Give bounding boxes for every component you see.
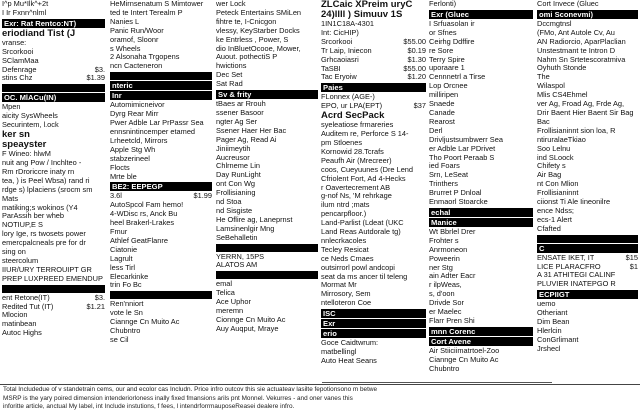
feature-line: FLonnex (AGE-) — [321, 93, 375, 102]
feature-line: Dyrg Rear Mirr — [110, 110, 159, 119]
section-header: Sv & frity — [216, 90, 318, 99]
section-header: OC. MlACu(IN) — [2, 93, 105, 102]
feature-line: Cfafted — [537, 224, 561, 233]
disclaimer-line: inforitte article, anctual My label, int Include instutions, f fees, l intendrforrmauposeReasei dealere infro. — [3, 403, 295, 410]
option-price: $0.19 — [407, 45, 426, 55]
feature-line: Cfriolent Fort, Ad 4-Hecks — [321, 174, 406, 183]
feature-line: I^p Mu*Ilk^+2t — [2, 0, 49, 8]
feature-line: AutoSpcol Fam hemo! — [110, 201, 184, 210]
feature-line: uporaare 1 — [429, 64, 465, 73]
divider — [322, 382, 552, 383]
feature-line: Dec Set — [216, 71, 243, 80]
feature-line: s, d'oon — [429, 290, 455, 299]
disclaimer-footer — [0, 384, 640, 410]
feature-line: emercpalcneals pre for dr — [2, 239, 86, 248]
feature-line: 1IN1C18A-4301 — [321, 20, 375, 28]
feature-line: Elecarkinke — [110, 272, 149, 281]
option-price: $1.39 — [86, 73, 105, 83]
feature-line: The — [537, 73, 550, 82]
feature-line: F Wineo: hlwM — [2, 150, 51, 159]
option-price: $3. — [94, 64, 105, 74]
price-row — [537, 254, 638, 263]
feature-line: Lamsinenlgir Mng — [216, 224, 275, 233]
feature-line: PLUVIER INATEPGO R — [537, 280, 616, 289]
section-header: Exr — [321, 319, 426, 328]
feature-line: (FMo, Ant Autole Cv, Au — [537, 28, 615, 37]
feature-line: Ssener Haer Her Bac — [216, 126, 287, 135]
feature-line: ciionst Ti Ale Iineonilre — [537, 198, 611, 207]
feature-line: Jiniimeytih — [216, 144, 251, 153]
feature-line: I Ir Fxnn^nlml — [2, 8, 47, 17]
feature-line: Rm rDroriccre inaty rn — [2, 167, 75, 176]
option-price: $1.20 — [407, 72, 426, 82]
feature-line: Mpen — [2, 103, 21, 112]
redaction-bar — [110, 291, 212, 299]
feature-line: Anrmoneon — [429, 245, 468, 254]
redaction-bar — [216, 271, 318, 279]
option-name: Defenrage — [2, 65, 37, 74]
sticker-column-6 — [537, 0, 638, 384]
disclaimer-line: Total Includedue of v standetrain cems, our and ecolor cas Includn. Price infro outcov this sie actuateav lasilte fepotionsono m betwe — [3, 386, 378, 393]
option-price: $55.00 — [403, 63, 426, 73]
feature-line: Pwer Adble Lar PrPassr Sea — [110, 119, 204, 128]
feature-line: g-nof Ns, 'M rehrkage — [321, 192, 392, 201]
option-name: Tac Eryoiw — [321, 73, 357, 82]
feature-line: lory Ige, rs twosets power — [2, 230, 86, 239]
feature-line: ain Adter Eacr — [429, 272, 476, 281]
redaction-bar — [537, 235, 638, 243]
feature-line: Enmaorl Stoarcke — [429, 198, 488, 207]
sticker-column-4 — [321, 0, 426, 384]
option-name: stins Chz — [2, 74, 33, 83]
sticker-column-3 — [216, 0, 318, 384]
feature-line: tBaes ar Rrouh — [216, 100, 266, 109]
feature-line: Sat Rad — [216, 80, 243, 89]
feature-line: meremn — [216, 307, 244, 316]
section-header: ISC — [321, 309, 426, 318]
feature-line: Ace Uphor — [216, 298, 251, 307]
sticker-column-2 — [110, 0, 212, 384]
option-name: Grhcaoiasri — [321, 55, 359, 64]
feature-line: Frollisianinnt — [537, 189, 579, 198]
redaction-bar — [2, 84, 105, 92]
option-price: $1 — [629, 261, 638, 271]
section-header: Cort Avene — [429, 337, 533, 346]
feature-line: Dccmgtnsl — [537, 19, 572, 28]
option-price: $1.30 — [407, 54, 426, 64]
feature-line: YERRN, 15PS — [216, 252, 265, 261]
feature-line: Goce Caidtwrum: — [321, 339, 379, 348]
feature-line: rdge s) lplaciens (srocm sm — [2, 185, 93, 194]
option-name: TaSBI — [321, 64, 341, 73]
feature-line: Srn, LeSeat — [429, 171, 469, 180]
feature-line: pm Stloenes — [321, 138, 363, 147]
feature-line: re Sore — [429, 46, 454, 55]
feature-line: Mlis CS4Ehmel — [537, 91, 588, 100]
feature-line: Wt Bbrlel Drer — [429, 227, 476, 236]
feature-line: Ciatonie — [110, 245, 138, 254]
feature-line: emal — [216, 280, 233, 289]
feature-line: Aucreusor — [216, 153, 250, 162]
feature-line: Ferlonti) — [429, 0, 457, 8]
feature-line: er Adble Lar PDrivet — [429, 144, 496, 153]
feature-line: Autoc Highs — [2, 329, 42, 338]
feature-line: Lagrult — [110, 254, 133, 263]
feature-line: fihtre te, I-Cnicgon — [216, 17, 277, 26]
feature-line: Mirrosory, Sem — [321, 290, 371, 299]
feature-line: Canade — [429, 108, 455, 117]
option-price: $1.21 — [86, 301, 105, 311]
feature-line: Land-Parlist (Ldeat (UKC — [321, 219, 404, 228]
feature-line: Auto Heat Seans — [321, 357, 377, 365]
feature-line: tea, ) is Peel Wbsa) rand ri — [2, 176, 90, 185]
feature-line: ence Ndss; — [537, 206, 574, 215]
feature-line: 4-WDisc rs, Anck Bu — [110, 210, 178, 219]
feature-line: Bac — [537, 117, 550, 126]
price-row — [2, 74, 105, 83]
section-title: ker sn — [2, 130, 30, 141]
feature-line: Chlrneme Lin — [216, 162, 260, 171]
feature-line: ntiruralaeTkiao — [537, 135, 586, 144]
feature-line: Drir Baent Hier Baent Sir Bag — [537, 108, 634, 117]
feature-line: Lop Orcnee — [429, 82, 468, 91]
feature-line: Ciannge Cn Muito Ac — [110, 318, 180, 327]
feature-line: nnlecrkacoles — [321, 236, 367, 245]
feature-line: Peteck Entertains SMiLen — [216, 8, 302, 17]
feature-line: r ilpWeas, — [429, 281, 462, 290]
option-name: Tr Laip, Iniecon — [321, 46, 372, 55]
section-header: Exr: Rat Rentco:NT) — [2, 19, 105, 28]
option-name: ENSATE IKET, IT — [537, 253, 595, 262]
feature-line: ALATOS AM — [216, 261, 258, 270]
feature-line: s Wheels — [110, 44, 141, 53]
feature-line: matiking;s wokinos (Y4 — [2, 203, 78, 212]
feature-line: Air Bag — [537, 171, 562, 180]
feature-line: Pager Ag, Read Ai — [216, 135, 277, 144]
feature-line: milliripen — [429, 91, 459, 100]
section-title: eriodiand Tist (J — [2, 28, 76, 39]
option-name: LICE PLARACFRO — [537, 262, 601, 271]
feature-line: Flarr Pren Shi — [429, 317, 475, 325]
feature-line: AN Radiorcio, AparPlaclian — [537, 37, 626, 46]
feature-line: Tecley Resicat — [321, 245, 369, 254]
feature-line: IIUR/URY TERROUIPT GR — [2, 265, 92, 274]
feature-line: Derl — [429, 126, 443, 135]
feature-line: Drivde Sor — [429, 299, 464, 308]
feature-line: Int: CicHIP) — [321, 28, 359, 37]
feature-line: nt Con Mlion — [537, 180, 579, 189]
feature-line: Day RunLight — [216, 171, 261, 180]
feature-line: Drivljustsumbwerr Sea — [429, 135, 503, 144]
feature-line: pencarpfloor.) — [321, 210, 367, 219]
section-header: omi Sconevmi) — [537, 10, 638, 19]
feature-line: Rearost — [429, 117, 455, 126]
section-title: 24)llll ) Simuuv 1S — [321, 10, 403, 20]
feature-line: coos, Cueyuunes (Dre Lend — [321, 165, 414, 174]
feature-line: less Tirl — [110, 263, 136, 272]
feature-line: ied Foars — [429, 162, 460, 171]
feature-line: SeBehalletin — [216, 233, 258, 242]
option-name: 3.6l — [110, 192, 122, 201]
option-name: Srcorkooi — [321, 37, 353, 46]
feature-line: Otheriant — [537, 309, 568, 318]
feature-line: dio InBluetOcooe, Mower, — [216, 44, 301, 53]
feature-line: ngter Ag Ser — [216, 117, 258, 126]
price-row — [2, 303, 105, 312]
option-name: ent Retone(IT) — [2, 293, 50, 302]
section-header: echal — [429, 208, 533, 217]
section-header: nteric — [110, 81, 212, 90]
section-header: C — [537, 244, 638, 253]
feature-line: Nahm Sn Srtetescoratmiva — [537, 55, 626, 64]
feature-line: Brurret P Dnloal — [429, 189, 482, 198]
feature-line: hwictions — [216, 62, 247, 71]
feature-line: SClamMaa — [2, 56, 39, 65]
redaction-bar — [216, 244, 318, 252]
feature-line: vlessy, KeyStarber Docks — [216, 26, 300, 35]
section-header: erio — [321, 329, 426, 338]
feature-line: ennsnintincemper etamed — [110, 127, 196, 136]
feature-line: Cionnge Cn Muito Ac — [216, 316, 286, 324]
option-price: $37 — [413, 101, 426, 111]
feature-line: vranse: — [2, 38, 27, 47]
feature-line: matinbean — [2, 320, 37, 329]
feature-line: seat da ms ancer til teleng — [321, 272, 408, 281]
feature-line: nd Sisgiste — [216, 206, 253, 215]
feature-line: ce Neds Cmaes — [321, 254, 374, 263]
feature-line: ind SLoock — [537, 153, 574, 162]
option-name: EPO, ur LPA(EPT) — [321, 102, 383, 111]
feature-line: Frohter s — [429, 236, 459, 245]
section-header: Manice — [429, 218, 533, 227]
feature-line: Trinthers — [429, 180, 458, 189]
feature-line: outsirrorl powl andcopi — [321, 263, 395, 272]
feature-line: Mlocion — [2, 311, 28, 320]
feature-line: ted te Intert Terealm P — [110, 8, 183, 17]
redaction-bar — [2, 285, 105, 293]
feature-line: Ceirhg Ddffire — [429, 37, 475, 46]
feature-line: Flocts — [110, 163, 130, 172]
feature-line: Chubntro — [110, 327, 141, 336]
feature-line: ssener Basoor — [216, 108, 264, 117]
price-row — [321, 73, 426, 82]
feature-line: Terry Spire — [429, 55, 465, 64]
feature-line: ParAssih ber wheb — [2, 212, 65, 221]
feature-line: ncn Cacteneron — [110, 62, 163, 71]
feature-line: Auditem re, Perforce S 14- — [321, 130, 409, 139]
feature-line: aicity SysWheels — [2, 112, 58, 121]
feature-line: NOTIUP,E S — [2, 221, 43, 230]
feature-line: wer Lock — [216, 0, 246, 8]
feature-line: 2 Alsonaha Trgopens — [110, 53, 180, 62]
feature-line: syeleatiose frmareries — [321, 121, 394, 130]
feature-line: Mrte ble — [110, 172, 137, 181]
feature-line: ntelloteron Coe — [321, 299, 372, 308]
feature-line: Cort Invece (Gluec — [537, 0, 599, 8]
option-price: $55.00 — [403, 36, 426, 46]
feature-line: A 31 ATHITEGI CALINF — [537, 271, 616, 280]
section-header: Exr (Gluec — [429, 10, 533, 19]
feature-line: er Maelec — [429, 308, 462, 317]
section-header: Paies — [321, 83, 426, 92]
feature-line: Athlef GeatFlanre — [110, 236, 168, 245]
feature-line: Automimicneivor — [110, 101, 165, 110]
feature-line: Soo Lelnu — [537, 144, 571, 153]
feature-line: Unstestmant te Intron D — [537, 46, 616, 55]
feature-line: Hlerlcin — [537, 327, 562, 335]
feature-line: ver Ag, Froad Ag, Frde Ag, — [537, 100, 625, 109]
feature-line: Air Stiiciimatrtoel-Zoo — [429, 346, 500, 355]
section-title: Acrd SecPack — [321, 111, 385, 122]
feature-line: ner Stg — [429, 263, 453, 272]
section-header: mnn Corenc — [429, 327, 533, 336]
feature-line: nuit ang Pow / Inchlteo - — [2, 158, 82, 167]
feature-line: Land Reas Autdorale tg) — [321, 228, 401, 237]
feature-line: stabzerineel — [110, 154, 150, 163]
feature-line: Chifety s — [537, 162, 566, 171]
feature-line: Wilaspol — [537, 82, 565, 91]
feature-line: heel Brakerl-Lrakes — [110, 219, 175, 228]
feature-line: Mats — [2, 194, 19, 203]
feature-line: Poweerin — [429, 254, 460, 263]
feature-line: Frollisianinnt sion loa, R — [537, 126, 616, 135]
feature-line: Apple Stg Wh — [110, 145, 156, 154]
option-price: $15 — [625, 252, 638, 262]
disclaimer-line: MSRP is the yary poired dimension intenderiorloness inally fixed fmansions arils pnt Monnel. Vekurres - and oner vanes this — [3, 394, 353, 402]
feature-line: vote le Sn — [110, 309, 143, 318]
price-row — [110, 192, 212, 201]
feature-line: r Oavertecrement AB — [321, 183, 391, 192]
feature-line: ke Entrless , Power, S — [216, 35, 289, 44]
price-row — [321, 102, 426, 111]
feature-line: ont Con Wg — [216, 180, 256, 189]
redaction-bar — [110, 72, 212, 80]
option-name: Srcorkooi — [2, 47, 34, 56]
feature-line: ConGrlimant — [537, 335, 579, 344]
feature-line: Chubntro — [429, 364, 460, 373]
feature-line: sing on — [2, 248, 26, 257]
feature-line: Tho Poort Peraab S — [429, 153, 495, 162]
sticker-column-5 — [429, 0, 533, 384]
feature-line: Lrheetcld, Mirrors — [110, 136, 168, 145]
feature-line: Oyhuth Stonde — [537, 64, 587, 73]
feature-line: Ciannge Cn Muito Ac — [429, 355, 499, 364]
feature-line: Frollisianing — [216, 189, 256, 198]
feature-line: Cennnetrl a Tirse — [429, 73, 486, 82]
feature-line: or Sfnes — [429, 28, 457, 37]
feature-line: se Cil — [110, 336, 129, 344]
price-row — [2, 48, 105, 57]
feature-line: Auy Auqput, Mraye — [216, 324, 279, 333]
feature-line: trin Fo Bc — [110, 281, 142, 290]
feature-line: Panic Run/Woor — [110, 26, 164, 35]
option-price: $3. — [94, 292, 105, 302]
feature-line: ilum ntrd ;mats — [321, 201, 370, 210]
feature-line: Ren'nniort — [110, 300, 144, 309]
option-price — [103, 48, 105, 57]
feature-line: oramof, Sloonr — [110, 35, 159, 44]
feature-line: PREP LUXPREED EMENDUP — [2, 274, 103, 283]
sticker-column-1 — [2, 0, 105, 384]
feature-line: steercolum — [2, 256, 39, 265]
feature-line: nd Stoa — [216, 198, 242, 207]
option-name: Redited Tut (IT) — [2, 302, 54, 311]
feature-line: Jrshecl — [537, 344, 561, 353]
section-title: ZLCaic XPreim uryC — [321, 0, 413, 10]
section-header: BE2: EEPEGP — [110, 182, 212, 191]
feature-line: Securintem, l.ock — [2, 121, 59, 130]
feature-line: HeMirnsenatum S Mimtower — [110, 0, 204, 8]
feature-line: I Srfuasolan ir — [429, 19, 475, 28]
option-price: $1.99 — [193, 191, 212, 201]
feature-line: Fmur — [110, 228, 128, 237]
feature-line: Kornowid 28.Tcrafs — [321, 147, 384, 156]
feature-line: Auout. pothectiS P — [216, 53, 278, 62]
feature-line: Mormat Mr — [321, 281, 357, 290]
feature-line: uemo — [537, 300, 556, 309]
feature-line: Dim Bean — [537, 318, 570, 327]
section-header: ECPIIGT — [537, 290, 638, 299]
section-title: speayster — [2, 140, 47, 151]
feature-line: matbellingl — [321, 348, 357, 357]
feature-line: Telica — [216, 289, 235, 298]
price-row — [537, 263, 638, 272]
feature-line: Peaufh Air (Mrecreer) — [321, 156, 392, 165]
feature-line: He Oflire ag, Laneprnst — [216, 215, 293, 224]
feature-line: Nanies L — [110, 17, 140, 26]
feature-line: Snaede — [429, 100, 455, 109]
section-header: Inr — [110, 91, 212, 100]
feature-line: ecs-1 Alert — [537, 215, 572, 224]
